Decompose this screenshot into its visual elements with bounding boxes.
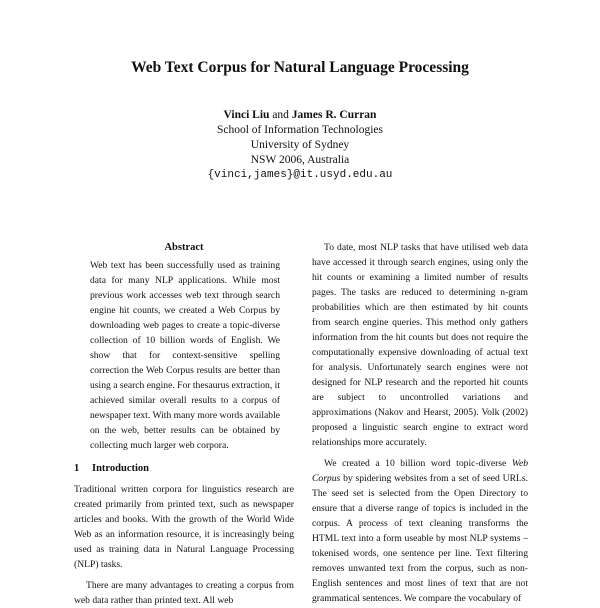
abstract-text: Web text has been successfully used as training data for many NLP applications. While most previous work accesses web text through search engine hit counts, we created a Web Corpus by downloading web pages to create a topic-diverse collection of 10 billion words of English. We show that for context-sensitive spelling correction the Web Corpus results are better than using a search engine. For thesaurus extraction, it achieved similar overall results to a corpus of newspaper text. With many more words available on the web, better results can be obtained by collecting much larger web corpora. bbox=[90, 260, 280, 451]
left-column bbox=[74, 240, 294, 608]
author-block bbox=[0, 108, 600, 183]
right-paragraph-2-rest: by spidering websites from a set of seed URLs. The seed set is selected from the Open Directory to ensure that a diverse range of topics is included in the corpus. A process of text cleaning transforms the HTML text into a form useable by most NLP systems – tokenised words, one sentence per line. Text filtering removes unwanted text from the corpus, such as non-English sentences and most lines of text that are not grammatical sentences. We compare the vocabulary of bbox=[312, 473, 529, 604]
affiliation-line: NSW 2006, Australia bbox=[250, 154, 350, 166]
section-title: Introduction bbox=[92, 463, 149, 474]
author-2: James R. Curran bbox=[291, 109, 377, 121]
affiliation-line: School of Information Technologies bbox=[216, 124, 384, 136]
section-heading-introduction bbox=[74, 461, 294, 476]
author-and: and bbox=[272, 109, 289, 121]
right-column bbox=[312, 240, 528, 606]
author-1: Vinci Liu bbox=[223, 109, 270, 121]
abstract-heading: Abstract bbox=[164, 242, 204, 253]
section-number: 1 bbox=[74, 463, 80, 474]
web-corpus-emphasis: Web Corpus bbox=[312, 458, 528, 484]
affiliation-line: University of Sydney bbox=[250, 139, 350, 151]
intro-paragraph-2: There are many advantages to creating a corpus from web data rather than printed text. All web bbox=[74, 580, 294, 606]
right-paragraph-2-start: We created a 10 billion word topic-diverse bbox=[324, 458, 507, 469]
author-email: {vinci,james}@it.usyd.edu.au bbox=[207, 169, 393, 181]
right-paragraph-2 bbox=[312, 456, 528, 606]
right-paragraph-1: To date, most NLP tasks that have utilised web data have accessed it through search engines, using only the hit counts or examining a limited number of results pages. The tasks are reduced to determining n-gram probabilities which are then estimated by hit counts from search engine queries. This method only gathers information from the hit counts but does not require the computationally expensive downloading of actual text for analysis. Unfortunately search engines were not designed for NLP research and the reported hit counts are subject to uncontrolled variations and approximations (Nakov and Hearst, 2005). Volk (2002) proposed a linguistic search engine to extract word relationships more accurately. bbox=[312, 242, 528, 448]
intro-paragraph-1: Traditional written corpora for linguistics research are created primarily from printed text, such as newspaper articles and books. With the growth of the World Wide Web as an information resource, it is increasingly being used as training data in Natural Language Processing (NLP) tasks. bbox=[74, 484, 294, 570]
author-names bbox=[0, 108, 600, 123]
abstract bbox=[74, 258, 294, 453]
paper-title: Web Text Corpus for Natural Language Processing bbox=[131, 59, 469, 76]
